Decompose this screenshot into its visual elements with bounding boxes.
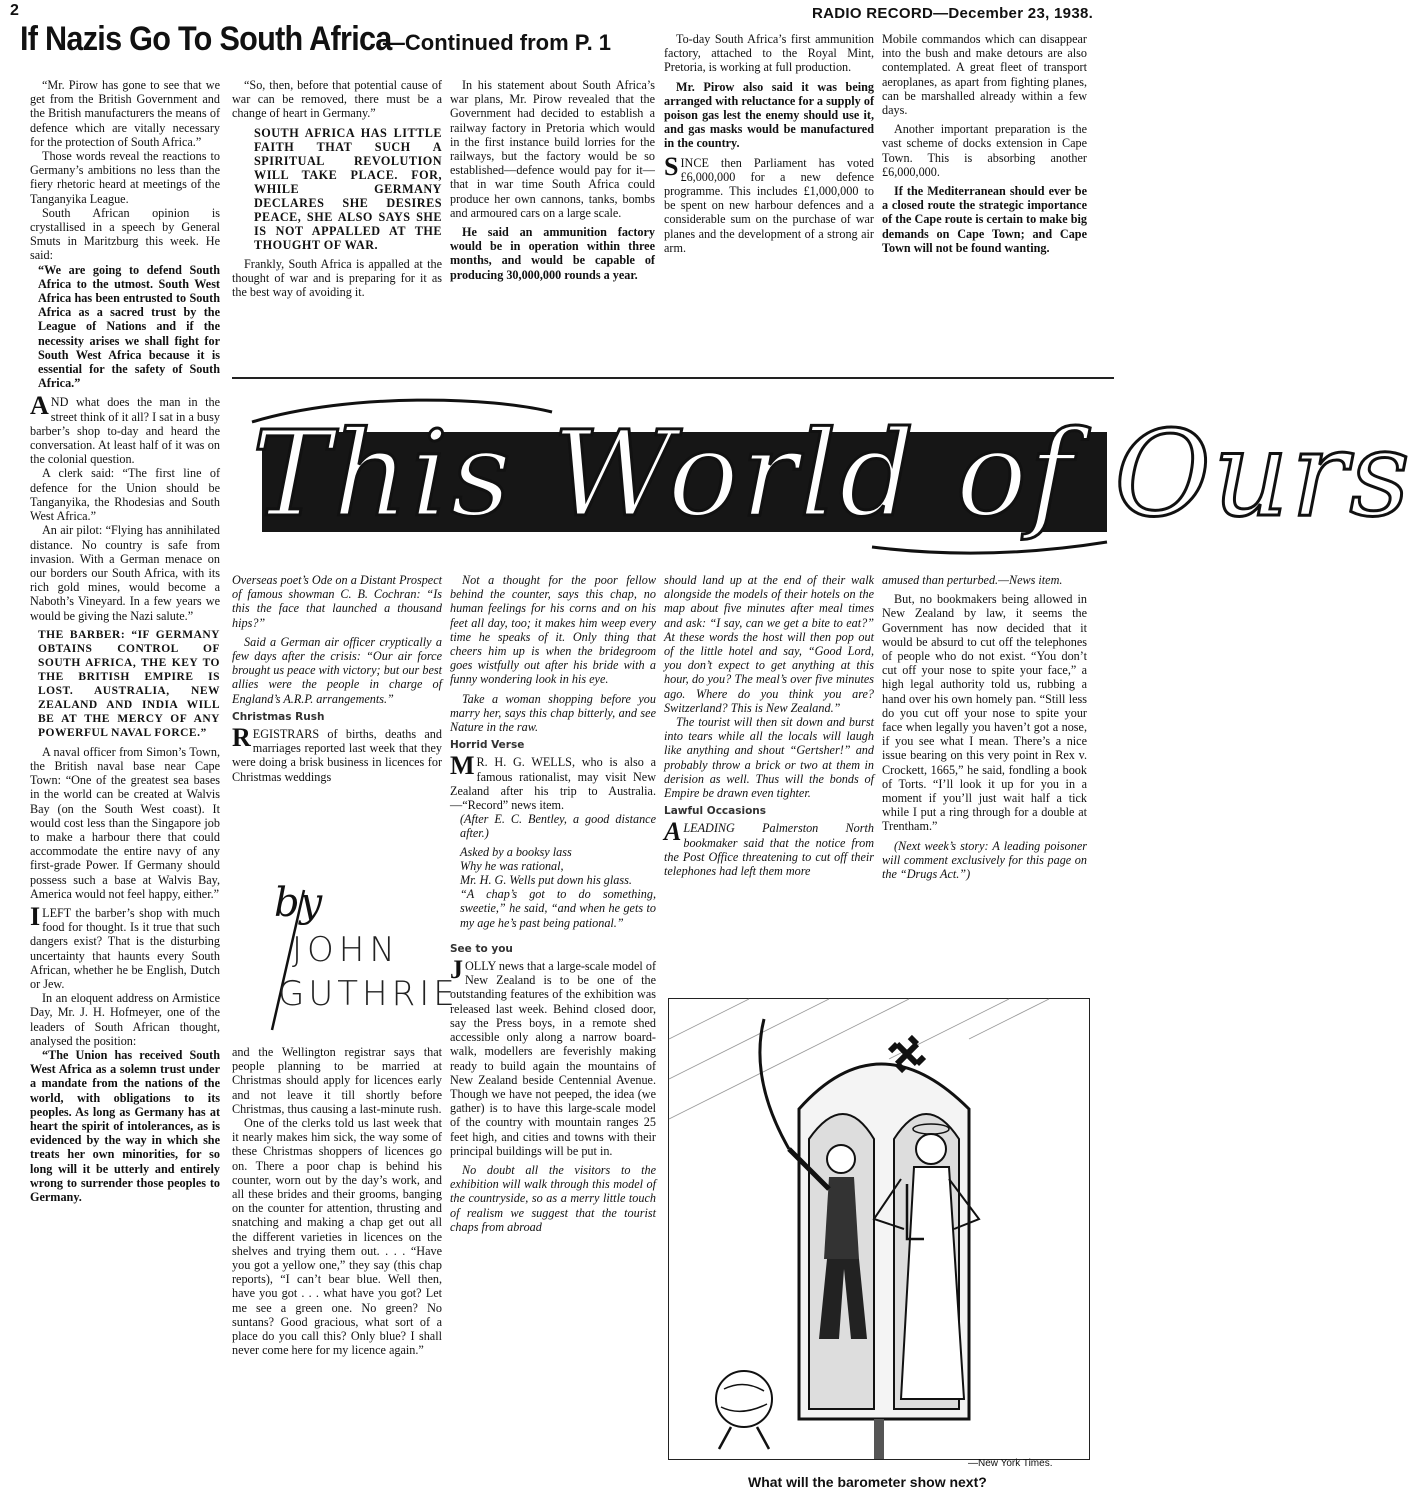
article-column-4 (664, 32, 874, 368)
para: JOLLY news that a large-scale model of New Zealand is to be one of the outstanding features of the exhibition was released last week. Behind closed door, say the Press boys, in a remote shed accessible only along a narrow board-walk, modellers are feverishly making ready to build again the mountains of New Zealand beside Centennial Avenue. Though we have not peeped, the idea (we gather) is to have this large-scale model of the country with mountain ranges 25 feet high, and cities and towns with their principal buildings will be put in. (450, 955, 656, 1158)
para: (Next week’s story: A leading poisoner will comment exclusively for this page on the “Drugs Act.”) (882, 838, 1087, 882)
article-column-1 (30, 78, 220, 1503)
barber-quote: THE BARBER: “IF GERMANY OBTAINS CONTROL OF SOUTH AFRICA, THE KEY TO THE BRITISH EMPIRE IS LOST. AUSTRALIA, NEW ZEALAND AND INDIA WILL BE AT THE MERCY OF ANY POWERFUL NAVAL FORCE.” (38, 628, 220, 739)
smuts-quote: “We are going to defend South Africa to the utmost. South West Africa has been entrusted to South Africa as a sacred trust by the League of Nations and if the necessity arises we shall fight for South West Africa because it is essential for the safety of South Africa.” (38, 262, 220, 391)
para: amused than perturbed.—News item. (882, 573, 1063, 587)
para: MR. H. G. WELLS, who is also a famous rationalist, may visit New Zealand after his trip to Australia.—“Record” news item. (450, 751, 656, 813)
para: An air pilot: “Flying has annihilated distance. No country is safe from invasion. With a German menace on our borders our South Africa, with its rich gold mines, would become a Naboth’s Vineyard. In a few years we would be giving the Nazi salute.” (30, 523, 220, 623)
banner-title: This World of Ours (252, 405, 1412, 543)
subhead: Lawful Occasions (664, 805, 767, 818)
verse-line: “A chap’s got to do something, sweetie,” he said, “and when he gets to my age he’s past being pational.” (460, 887, 656, 930)
world-column-1-cont (232, 1045, 442, 1505)
cartoon-frame (668, 998, 1090, 1460)
masthead: RADIO RECORD—December 23, 1938. (812, 5, 1094, 22)
para: One of the clerks told us last week that it nearly makes him sick, the way some of these Christmas shoppers of licences go on. There a poor chap is behind his counter, worn out by the day’s work, and all these brides and their grooms, banging on the counter for attention, thrusting and snatching and making a chap get out all the different varieties in licences on the shelves and trying them out. . . . “Have you got a yellow one,” they say (this chap reports), “I can’t bear blue. Well then, have you got . . . what have you got? Let me see a green one. No green? No suntans? Good gracious, what sort of a place do you call this? Only blue? I shall never come here for my licence again.” (232, 1116, 442, 1358)
banner (232, 382, 1412, 570)
verse-line: (After E. C. Bentley, a good distance after.) (460, 812, 656, 841)
para: Take a woman shopping before you marry her, says this chap bitterly, and see Nature in the raw. (450, 691, 656, 735)
para: ALEADING Palmerston North bookmaker said that the notice from the Post Office threatening to cut off their telephones had left them more (664, 817, 874, 879)
subhead: Horrid Verse (450, 739, 525, 752)
para: “Mr. Pirow has gone to see that we get from the British Government and the British manufacturers the means of defence which are vitally necessary for the protection of South Africa.” (30, 78, 220, 149)
para: Frankly, South Africa is appalled at the thought of war and is preparing for it as the best way of avoiding it. (232, 256, 442, 300)
para: AND what does the man in the street think of it all? I sat in a busy barber’s shop to-day and heard the conversation. At least half of it was on the colonial question. (30, 391, 220, 467)
world-column-4 (882, 573, 1087, 993)
cartoon-credit: —New York Times. (968, 1458, 1053, 1469)
para: In an eloquent address on Armistice Day, Mr. J. H. Hofmeyer, one of the leaders of South African thought, analysed the position: (30, 991, 220, 1048)
para: In his statement about South Africa’s war plans, Mr. Pirow revealed that the Government had decided to establish a railway factory in Pretoria which would in the first instance build lorries for the railways, but the factory would be so established—defence would pay for it—that in war time South Africa could produce her own cannons, tanks, bombs and armoured cars on a large scale. (450, 78, 655, 220)
headline-continued: —Continued from P. 1 (382, 30, 612, 55)
article-column-5 (882, 32, 1087, 368)
verse (460, 812, 656, 930)
caps-para: SOUTH AFRICA HAS LITTLE FAITH THAT SUCH A SPIRITUAL REVOLUTION WILL TAKE PLACE. FOR, WHILE GERMANY DECLARES SHE DESIRES PEACE, SHE ALSO SAYS SHE IS NOT APPALLED AT THE THOUGHT OF WAR. (254, 125, 442, 252)
para: Not a thought for the poor fellow behind the counter, says this chap, no human feelings for his corns and on his feet all day, too; it makes him weep every time he speaks of it. Only thing that cheers him up is when the bridegroom goes wistfully out after his bride with a funny wondering look in his eye. (450, 573, 656, 687)
cartoon-caption: What will the barometer show next? (748, 1474, 987, 1490)
byline-last: GUTHRIE (278, 974, 459, 1014)
subhead: Christmas Rush (232, 710, 325, 723)
para: To-day South Africa’s first ammunition factory, attached to the Royal Mint, Pretoria, is working at full production. (664, 32, 874, 75)
page-number: 2 (10, 2, 19, 19)
byline-first: JOHN (292, 930, 400, 970)
para: But, no bookmakers being allowed in New Zealand by law, it seems the Government has now decided that it would be absurd to cut off the telephones of people who do not exist. “You don’t cut off your nose to spite your face,” a high legal authority told us, rubbing a hand over his own homely pan. “Still less do you cut off your nose to spite your face when legally you haven’t got a nose, if you see what I mean. There’s a nice issue bearing on this very point in Rex v. Crockett, 1665,” he said, fondling a book of Torts. “I’ll look it up for you in a moment if you’ll just wait half a tick while I put a ring through for a double at Trentham.” (882, 592, 1087, 834)
para: A naval officer from Simon’s Town, the British naval base near Cape Town: “One of the greatest sea bases in the world can be created at Walvis Bay (on the South West coast). It would cost less than the Singapore job to make a harbour there that could accommodate the entire navy of any first-grade Power. If Germany should possess such a base at Walvis Bay, America would not feel happy, either.” (30, 744, 220, 901)
verse-line: Mr. H. G. Wells put down his glass. (460, 873, 632, 888)
para: REGISTRARS of births, deaths and marriages reported last week that they were doing a brisk business in licences for Christmas weddings (232, 723, 442, 784)
para: Mobile commandos which can disappear into the bush and make detours are also contemplated. A great fleet of transport aeroplanes, as apart from fighting planes, can be marshalled already within a few days. (882, 32, 1087, 118)
para: should land up at the end of their walk alongside the models of their hotels on the map about five minutes after meal times and ask: “I say, can we get a bite to eat?” At these words the host will then pop out of the little hotel and say, “Good Lord, you don’t expect to get anything at this hour, do you? The meal’s over five minutes ago. Where do you think you are? Switzerland? This is New Zealand.” (664, 573, 874, 715)
para: Mr. Pirow also said it was being arranged with reluctance for a supply of poison gas lest the enemy should use it, and gas masks would be manufactured in the country. (664, 79, 874, 151)
cartoon-illustration (669, 999, 1089, 1459)
headline-main: If Nazis Go To South Africa (20, 20, 392, 58)
para: “The Union has received South West Africa as a solemn trust under a mandate from the nations of the world, with obligations to its peoples. As long as Germany has at heart the spirit of intolerances, as is evidenced by the way in which she treats her own minorities, for so long will it be utterly and entirely wrong to surrender those peoples to Germany. (30, 1047, 220, 1205)
para: The tourist will then sit down and burst into tears while all the locals will laugh like anything and shout “Gertsher!” and probably throw a brick or two at them in derision as well. Thus will the bonds of Empire be drawn even tighter. (664, 715, 874, 801)
para: ILEFT the barber’s shop with much food for thought. Is it true that such dangers exist? That is the disturbing uncertainty that haunts every South African, whether he be English, Dutch or Jew. (30, 901, 220, 991)
para: SINCE then Parliament has voted £6,000,000 for a new defence programme. This includes £1,000,000 to be spent on new harbour defences and a considerable sum on the purchase of war planes and the development of a strong air arm. (664, 151, 874, 255)
para: South African opinion is crystallised in a speech by General Smuts in Maritzburg this week. He said: (30, 205, 220, 263)
verse-line: Why he was rational, (460, 858, 564, 873)
para: Those words reveal the reactions to Germany’s ambitions no less than the fiery rhetoric heard at meetings of the Tanganyika League. (30, 149, 220, 206)
article-column-3 (450, 78, 655, 368)
para: Another important preparation is the vast scheme of docks extension in Cape Town. This is absorbing another £6,000,000. (882, 122, 1087, 179)
para: He said an ammunition factory would be in operation within three months, and would be capable of producing 30,000,000 rounds a year. (450, 225, 655, 282)
world-column-2 (450, 573, 656, 1505)
para: A clerk said: “The first line of defence for the Union should be Tanganyika, the Rhodesias and South West Africa.” (30, 466, 220, 524)
subhead: See to you (450, 942, 513, 955)
world-column-3 (664, 573, 874, 993)
verse-line: Asked by a booksy lass (460, 844, 572, 859)
byline (232, 870, 459, 1040)
article-column-2 (232, 78, 442, 368)
byline-by: by (274, 880, 323, 926)
para: If the Mediterranean should ever be a closed route the strategic importance of the Cape route is certain to make big demands on Cape Town; and Cape Town will not be found wanting. (882, 184, 1087, 255)
world-column-1 (232, 573, 442, 863)
para: No doubt all the visitors to the exhibition will walk through this model of the countryside, so as a merry little touch of realism we suggest that the tourist chaps from abroad (450, 1162, 656, 1234)
para: Said a German air officer cryptically a few days after the crisis: “Our air force brought us peace with victory; but our best allies were the people in charge of England’s A.R.P. arrangements.” (232, 634, 442, 706)
headline (20, 20, 661, 59)
para: “So, then, before that potential cause of war can be removed, there must be a change of heart in Germany.” (232, 78, 442, 121)
para: Overseas poet’s Ode on a Distant Prospect of famous showman C. B. Cochran: “Is this the face that launched a thousand hips?” (232, 573, 442, 630)
para: and the Wellington registrar says that people planning to be married at Christmas should apply for licences early and not leave it till shortly before Christmas, thus causing a last-minute rush. (232, 1045, 442, 1116)
section-divider (232, 377, 1114, 379)
